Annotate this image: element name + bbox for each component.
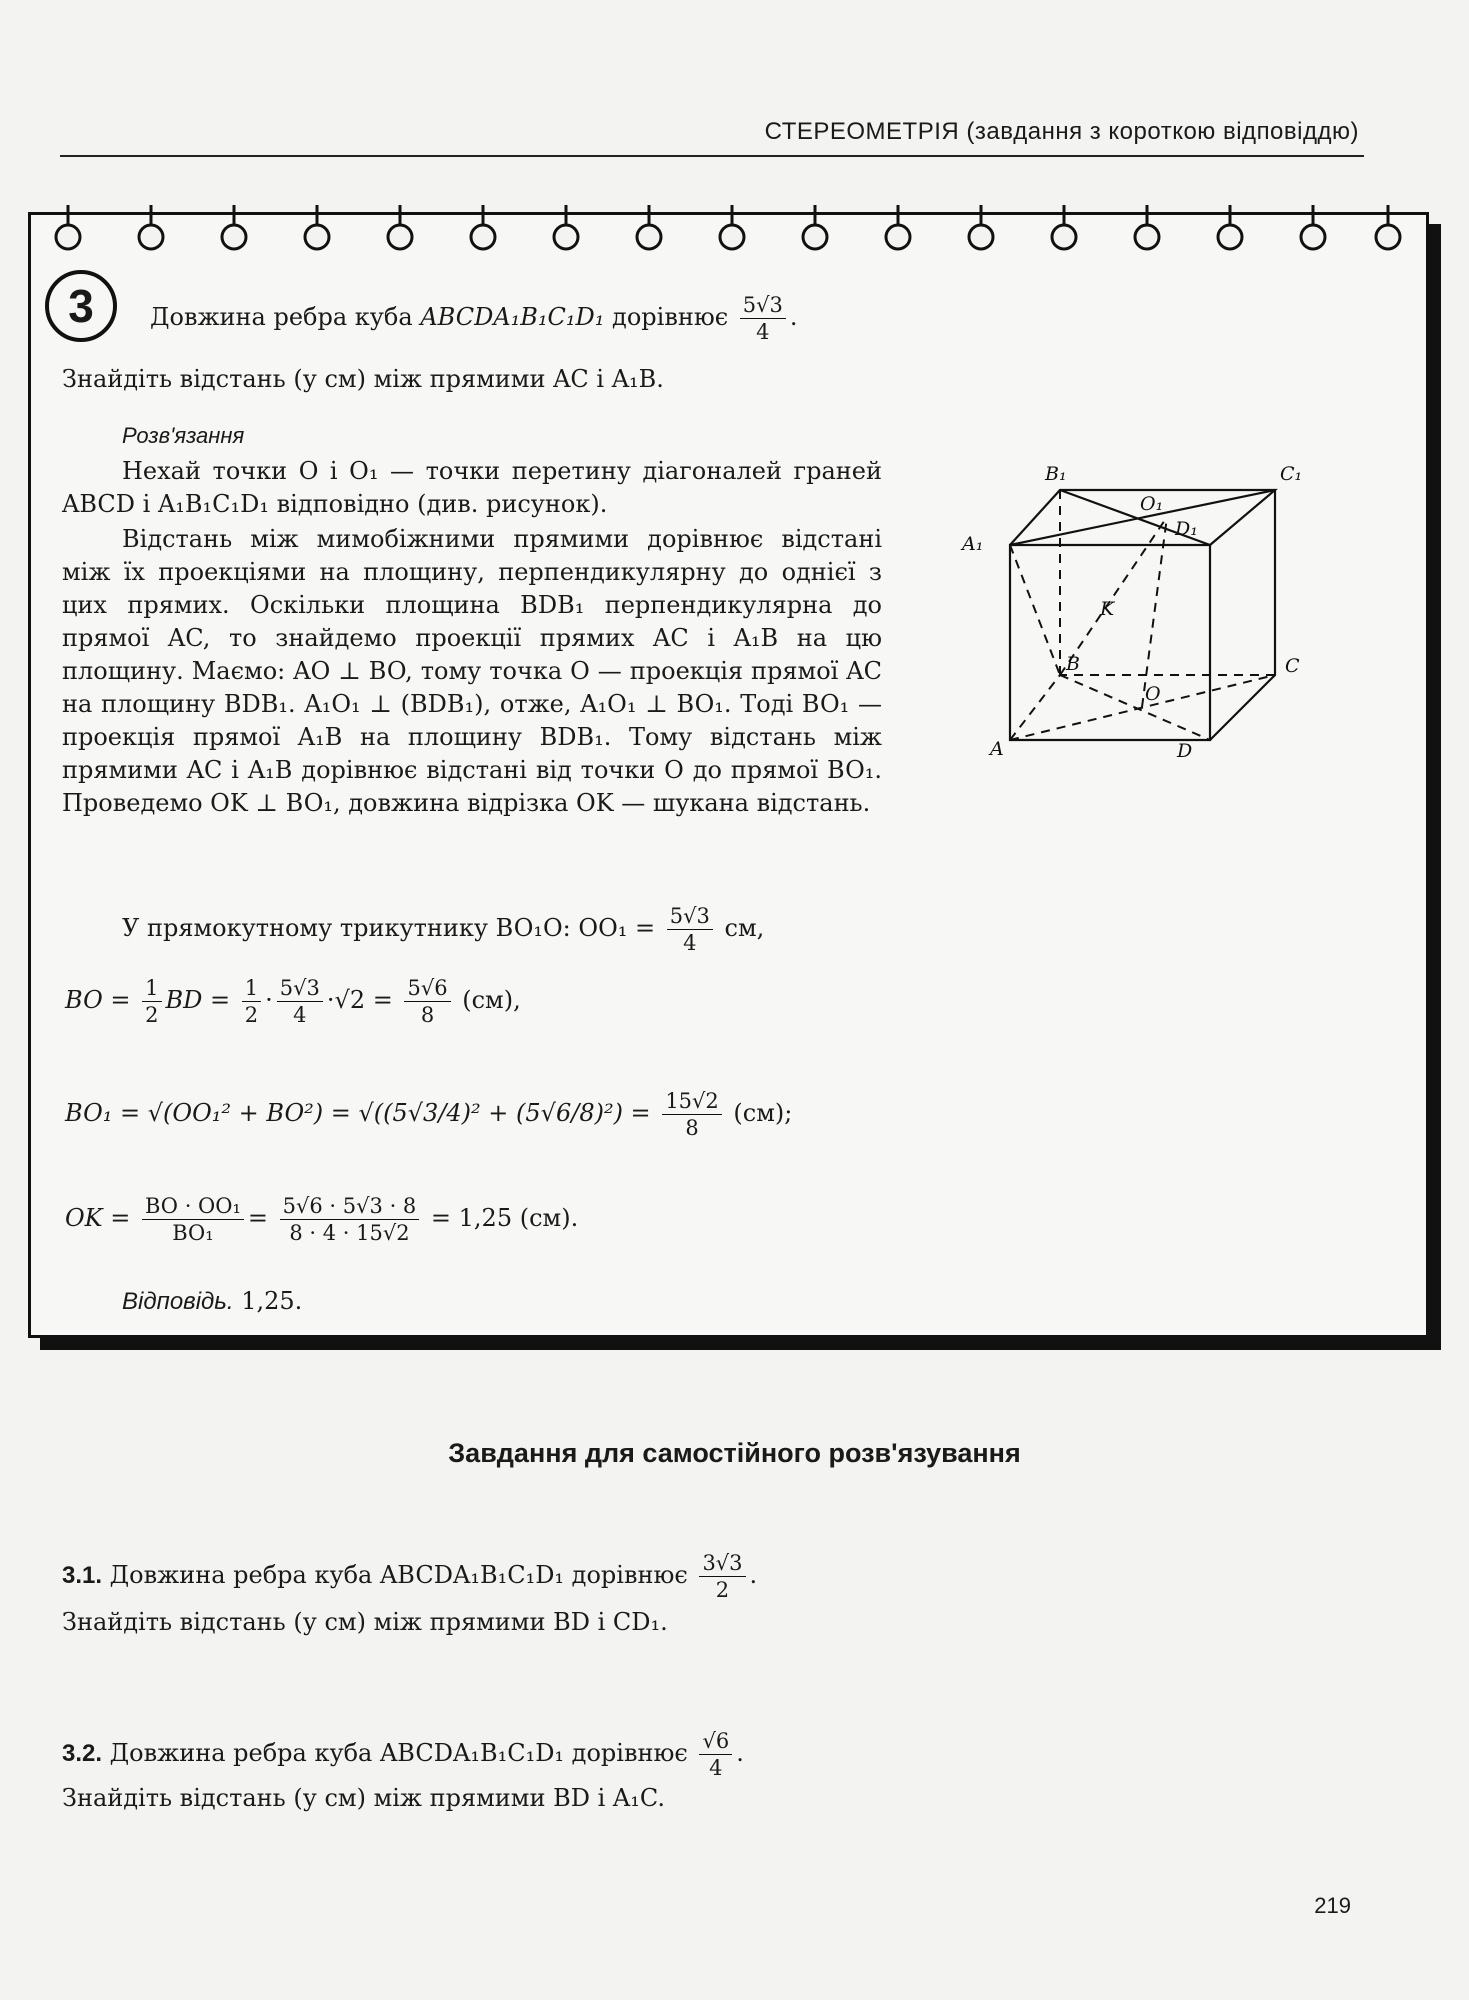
cube-label-o: O [1145,683,1161,705]
exercise-3-1-question: Знайдіть відстань (у см) між прямими BD і CD₁. [62,1608,668,1636]
cube-figure [960,450,1330,770]
cube-label-c1: C₁ [1280,463,1303,485]
page-number: 219 [1314,1893,1351,1918]
running-header: СТЕРЕОМЕТРІЯ (завдання з короткою відповіддю) [764,118,1359,145]
example-number-badge: 3 [45,270,117,342]
formula-bo1: BO₁ = √(OO₁² + BO²) = √((5√3/4)² + (5√6/8)²) = $\frac{15√2}{8}$ (см); [65,1089,793,1140]
solution-paragraph: Відстань між мимобіжними прямими дорівнює відстані між їх проекціями на площину, перпендикулярну до однієї з цих прямих. Оскільки площина BDB₁ перпендикулярна до прямої AC, то знайдемо проекції прямих AC і A₁B на цю площину. Маємо: AO ⊥ BO, тому точка O — проекція прямої AC на площину BDB₁. A₁O₁ ⊥ (BDB₁), отже, A₁O₁ ⊥ BO₁. Тоді BO₁ — проекція прямої A₁B на площину BDB₁. Тому відстань між прямими AC і A₁B дорівнює відстані від точки O до прямої BO₁. Проведемо OK ⊥ BO₁, довжина відрізка OK — шукана відстань. [62,525,882,817]
cube-label-k: K [1100,598,1115,620]
header-rule [60,155,1364,157]
exercise-3-1: 3.1. Довжина ребра куба ABCDA₁B₁C₁D₁ дорівнює $\frac{3√3}{2}$ . [62,1551,758,1602]
cube-label-d1: D₁ [1175,518,1198,540]
cube-label-a1: A₁ [962,533,984,555]
answer-line: Відповідь. 1,25. [122,1287,303,1315]
example-question: Знайдіть відстань (у см) між прямими AC і A₁B. [62,365,664,393]
cube-label-b1: B₁ [1045,463,1067,485]
spiral-rings [28,195,1423,255]
cube-label-d: D [1177,740,1193,762]
cube-label-a: A [990,738,1004,760]
formula-bo: BO = $\frac{1}{2}$ BD = $\frac{1}{2}$ · $\frac{5√3}{4}$ ·√2 = $\frac{5√6}{8}$ (см), [65,976,521,1027]
solution-label: Розв'язання [122,423,245,448]
example-statement: Довжина ребра куба ABCDA₁B₁C₁D₁ дорівнює $\frac{5√3}{4}$ . [150,293,798,344]
cube-label-o1: O₁ [1140,493,1164,515]
section-title: Завдання для самостійного розв'язування [448,1438,1021,1468]
exercise-3-2-question: Знайдіть відстань (у см) між прямими BD і A₁C. [62,1784,665,1812]
exercise-3-2: 3.2. Довжина ребра куба ABCDA₁B₁C₁D₁ дорівнює $\frac{√6}{4}$ . [62,1729,744,1780]
cube-label-c: C [1285,655,1300,677]
formula-ok: OK = $\frac{\text{BO · OO₁}}{\text{BO₁}}$ = $\frac{5√6 \cdot 5√3 \cdot 8}{8 \cdot 4 \cdot 15√2}$ = 1,25 (см). [65,1194,579,1245]
cube-label-b: B [1066,653,1080,675]
solution-paragraph: Нехай точки O і O₁ — точки перетину діагоналей граней ABCD і A₁B₁C₁D₁ відповідно (див. рисунок). [62,457,882,518]
edge-fraction: $\frac{5√3}{4}$ [740,294,786,343]
triangle-line: У прямокутному трикутнику BO₁O: OO₁ = $\frac{5√3}{4}$ см, [122,904,765,955]
